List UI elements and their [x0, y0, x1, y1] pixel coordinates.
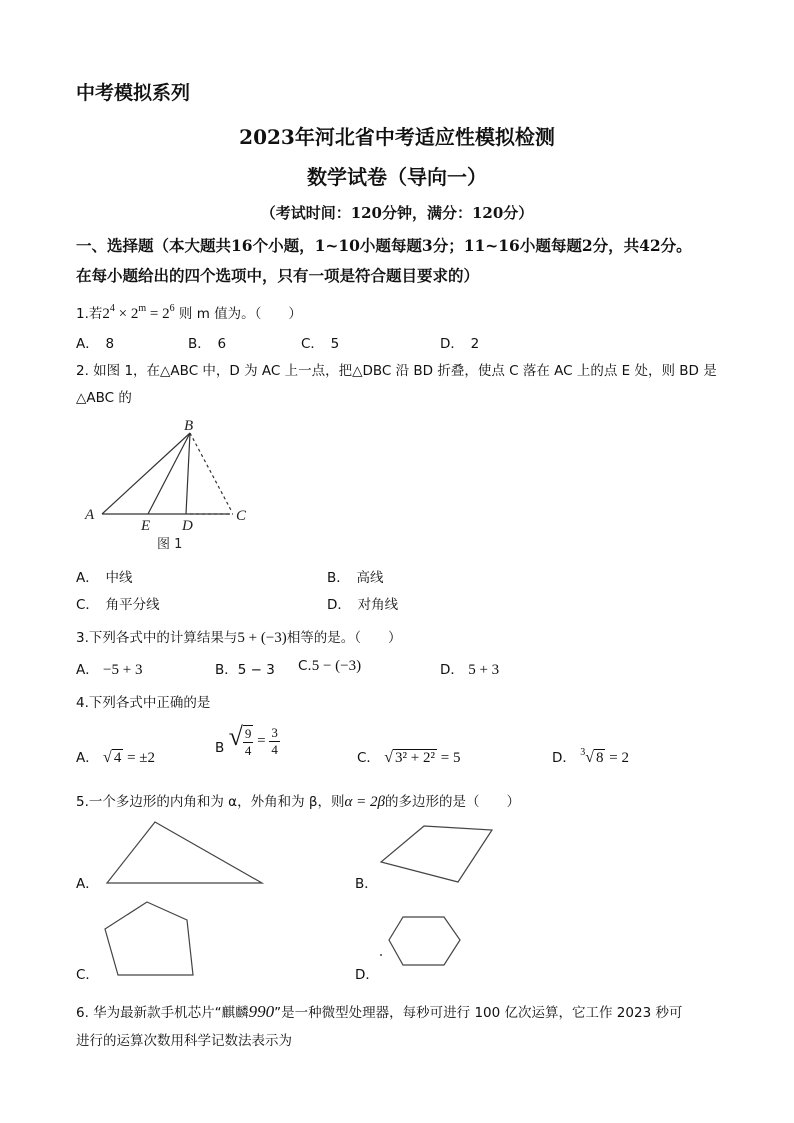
q1-option-d: D． 2 — [440, 336, 480, 352]
question-5: 5.一个多边形的内角和为 α，外角和为 β，则α = 2β的多边形的是（ ） — [76, 794, 520, 810]
shape-quadrilateral — [381, 826, 492, 882]
question-2-line1: 2. 如图 1，在△ABC 中，D 为 AC 上一点，把△DBC 沿 BD 折叠，使点 C 落在 AC 上的点 E 处，则 BD 是 — [76, 363, 717, 379]
q5-expression: α = 2β — [344, 794, 385, 810]
stray-dot — [380, 954, 382, 956]
q5-option-b: B． — [355, 876, 378, 892]
q3-option-c: C.5 − (−3) — [298, 658, 362, 674]
q4-option-c: C． √ 3² + 2² = 5 — [357, 749, 461, 766]
label-B: B — [184, 418, 194, 434]
question-3: 3.下列各式中的计算结果与5 + (−3)相等的是。（ ） — [76, 630, 402, 646]
q3-expression: 5 + (−3) — [237, 630, 287, 646]
q1-prefix: 1.若 — [76, 306, 103, 322]
q3-option-a: A． −5 + 3 — [76, 662, 143, 678]
question-6-line1: 6. 华为最新款手机芯片“麒麟990”是一种微型处理器，每秒可进行 100 亿次运算，它工作 2023 秒可 — [76, 1002, 683, 1021]
q1-option-b: B． 6 — [188, 336, 227, 352]
exam-title: 2023年河北省中考适应性模拟检测 — [239, 125, 555, 149]
q4-option-b: B √ $\frac{9}{4}$ = $\frac{3}{4}$ — [215, 722, 278, 758]
q2-option-c: C． 角平分线 — [76, 597, 160, 613]
q5-option-c: C． — [76, 967, 99, 983]
section-instructions-line2: 在每小题给出的四个选项中，只有一项是符合题目要求的） — [76, 266, 480, 285]
q1-option-c: C． 5 — [301, 336, 340, 352]
q6-chip-number: 990 — [248, 1002, 275, 1021]
q1-option-a: A． 8 — [76, 336, 115, 352]
q3-option-d: D． 5 + 3 — [440, 662, 500, 678]
q5-option-a: A． — [76, 876, 99, 892]
q4-option-a: A． √ 4 = ±2 — [76, 749, 156, 766]
shape-triangle — [107, 822, 262, 883]
label-D: D — [182, 518, 193, 534]
q1-equation: $2^4 \times 2^m = 2^6$ — [102, 303, 175, 322]
label-A: A — [85, 507, 95, 523]
q5-option-d: D． — [355, 967, 379, 983]
label-E: E — [141, 518, 151, 534]
q4-option-d: D． $^3$√ 8 = 2 — [552, 747, 629, 766]
label-C: C — [236, 508, 247, 524]
q2-option-a: A． 中线 — [76, 570, 133, 586]
q2-option-b: B． 高线 — [327, 570, 384, 586]
q2-option-d: D． 对角线 — [327, 597, 399, 613]
figure-caption: 图 1 — [157, 537, 183, 552]
exam-info: （考试时间：120分钟，满分：120分） — [260, 204, 534, 222]
shape-hexagon — [389, 917, 460, 965]
question-6-line2: 进行的运算次数用科学记数法表示为 — [76, 1033, 292, 1049]
question-2-line2: △ABC 的 — [76, 390, 132, 406]
q1-suffix: 则 m 值为。（ ） — [178, 306, 302, 322]
section-instructions-line1: 一、选择题（本大题共16个小题，1~10小题每题3分；11~16小题每题2分，共42分。 — [76, 236, 692, 255]
question-4: 4.下列各式中正确的是 — [76, 695, 211, 711]
shape-pentagon — [105, 902, 193, 975]
q3-option-b: B．5 − 3 — [215, 662, 275, 678]
exam-subtitle: 数学试卷（导向一） — [307, 165, 487, 189]
series-label: 中考模拟系列 — [76, 82, 191, 104]
